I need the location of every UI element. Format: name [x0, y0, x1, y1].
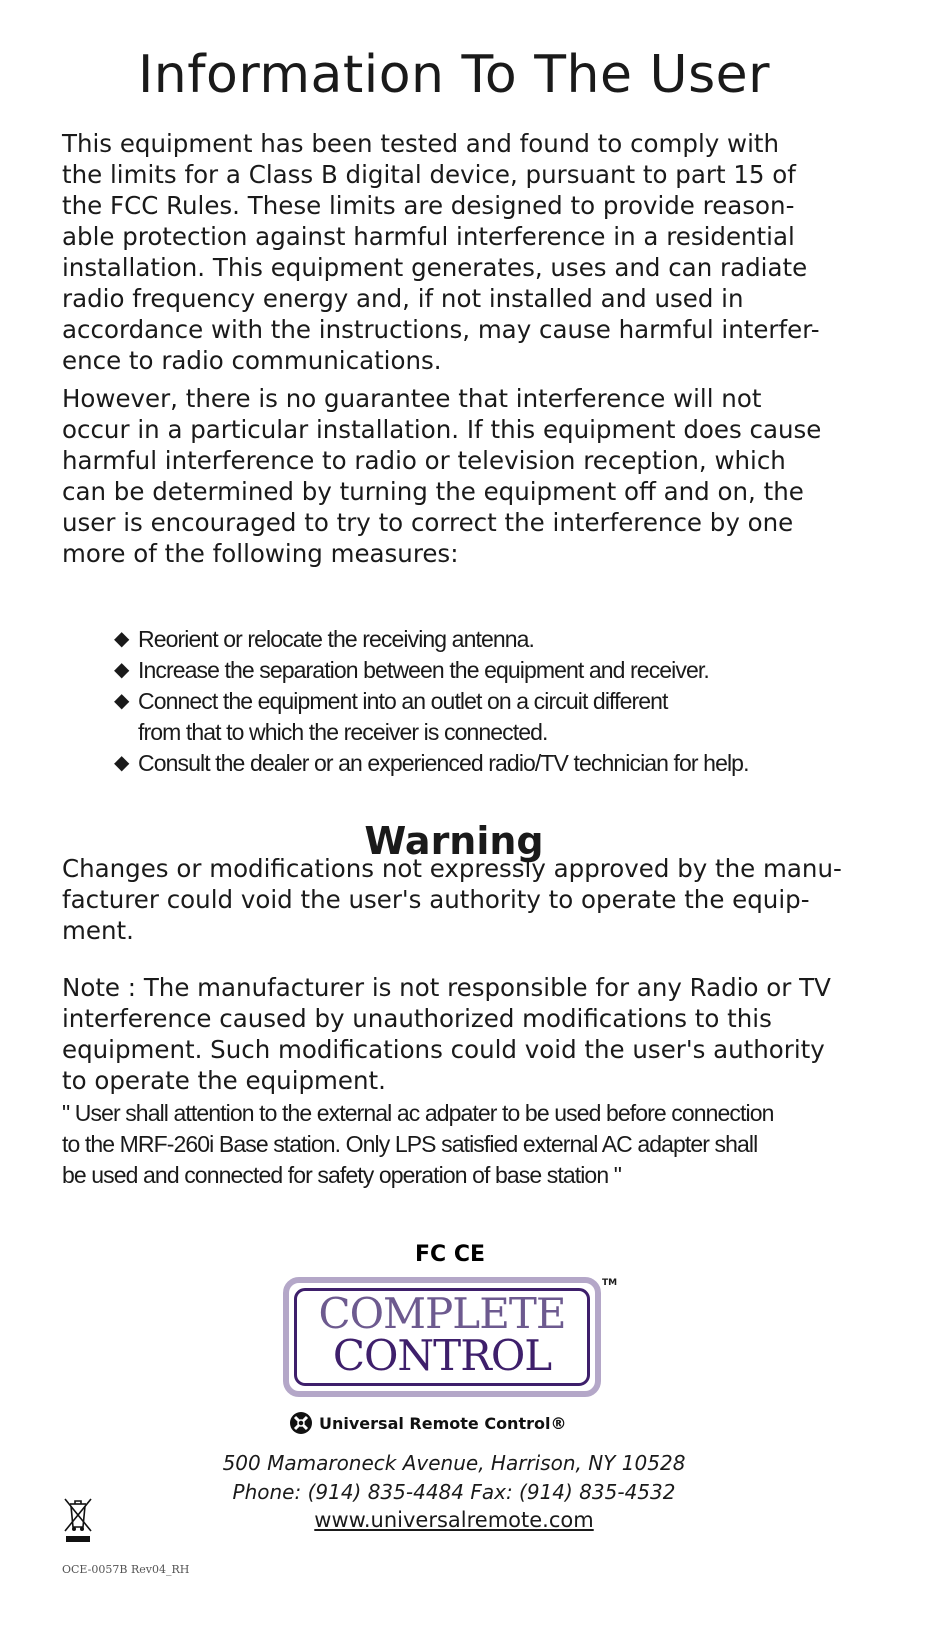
bullet-diamond-icon: ◆ [114, 690, 129, 712]
adapter-notice [62, 1098, 862, 1191]
list-item-text: Consult the dealer or an experienced radio/TV technician for help. [138, 750, 749, 776]
bullet-diamond-icon: ◆ [114, 659, 129, 681]
text-line: accordance with the instructions, may cause harmful interfer- [62, 315, 820, 344]
text-line: installation. This equipment generates, uses and can radiate [62, 253, 808, 282]
fcc-ce-marks: FC CE [414, 1242, 485, 1267]
text-line: However, there is no guarantee that interference will not [62, 384, 762, 413]
list-item [114, 748, 874, 779]
company-name: Universal Remote Control® [319, 1413, 567, 1433]
list-item-text: Connect the equipment into an outlet on a circuit different [138, 688, 668, 714]
website-link[interactable]: www.universalremote.com [314, 1508, 594, 1532]
logo-line-1: COMPLETE [318, 1289, 566, 1338]
text-line: interference caused by unauthorized modifications to this [62, 1004, 772, 1033]
document-code: OCE-0057B Rev04_RH [62, 1563, 190, 1576]
text-line: ence to radio communications. [62, 346, 442, 375]
company-brand [289, 1410, 566, 1436]
text-line: This equipment has been tested and found to comply with [62, 129, 780, 158]
warning-heading: Warning [364, 819, 544, 863]
fcc-compliance-paragraph [62, 128, 852, 376]
bullet-diamond-icon: ◆ [114, 752, 129, 774]
text-line: equipment. Such modifications could void the user's authority [62, 1035, 825, 1064]
text-line: be used and connected for safety operation of base station " [62, 1162, 621, 1188]
interference-paragraph [62, 383, 852, 569]
warning-paragraph [62, 853, 852, 946]
text-line: the limits for a Class B digital device, pursuant to part 15 of [62, 160, 796, 189]
page-title: Information To The User [137, 45, 771, 105]
text-line: ment. [62, 916, 134, 945]
urc-logo-icon [289, 1411, 313, 1435]
phone-fax-line: Phone: (914) 835-4484 Fax: (914) 835-4532 [232, 1480, 676, 1504]
text-line: the FCC Rules. These limits are designed to provide reason- [62, 191, 795, 220]
text-line: Note : The manufacturer is not responsible for any Radio or TV [62, 973, 831, 1002]
text-line: to operate the equipment. [62, 1066, 386, 1095]
logo-line-2: CONTROL [332, 1331, 552, 1380]
list-item [114, 655, 874, 686]
note-paragraph [62, 972, 852, 1096]
address-line: 500 Mamaroneck Avenue, Harrison, NY 10528 [222, 1451, 686, 1475]
list-item-text: from that to which the receiver is connected. [138, 719, 548, 745]
complete-control-logo [283, 1277, 601, 1397]
text-line: harmful interference to radio or television reception, which [62, 446, 786, 475]
text-line: to the MRF-260i Base station. Only LPS satisfied external AC adapter shall [62, 1131, 758, 1157]
list-item [114, 624, 874, 655]
list-item-text: Increase the separation between the equipment and receiver. [138, 657, 709, 683]
text-line: able protection against harmful interference in a residential [62, 222, 795, 251]
text-line: Changes or modifications not expressly approved by the manu- [62, 854, 842, 883]
measures-list [114, 624, 874, 779]
list-item-text: Reorient or relocate the receiving antenna. [138, 626, 535, 652]
weee-crossed-bin-icon [62, 1495, 94, 1543]
text-line: user is encouraged to try to correct the interference by one [62, 508, 794, 537]
text-line: facturer could void the user's authority to operate the equip- [62, 885, 810, 914]
text-line: can be determined by turning the equipment off and on, the [62, 477, 804, 506]
text-line: " User shall attention to the external ac adpater to be used before connection [62, 1100, 774, 1126]
list-item [114, 686, 874, 748]
trademark-mark: TM [602, 1278, 618, 1288]
text-line: occur in a particular installation. If this equipment does cause [62, 415, 822, 444]
text-line: more of the following measures: [62, 539, 459, 568]
bullet-diamond-icon: ◆ [114, 628, 129, 650]
text-line: radio frequency energy and, if not installed and used in [62, 284, 744, 313]
